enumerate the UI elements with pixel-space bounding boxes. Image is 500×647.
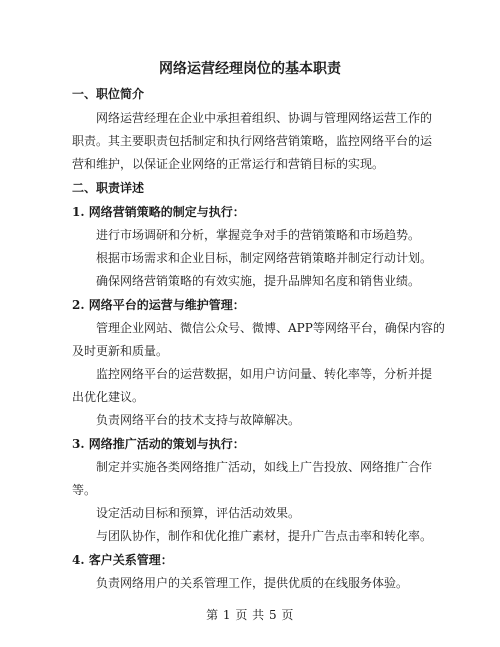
paragraph-line: 等。	[72, 483, 97, 497]
paragraph-line: 根据市场需求和企业目标，制定网络营销策略并制定行动计划。	[96, 251, 433, 265]
paragraph-line: 出优化建议。	[72, 390, 145, 404]
document-title: 网络运营经理岗位的基本职责	[159, 61, 341, 77]
paragraph-line: 确保网络营销策略的有效实施，提升品牌知名度和销售业绩。	[96, 274, 421, 288]
paragraph-line: 制定并实施各类网络推广活动，如线上广告投放、网络推广合作	[96, 460, 433, 474]
paragraph-line: 管理企业网站、微信公众号、微博、APP等网络平台，确保内容的	[96, 321, 445, 335]
paragraph-line: 监控网络平台的运营数据，如用户访问量、转化率等，分析并提	[96, 367, 433, 381]
section-heading-overview: 一、职位简介	[72, 87, 145, 101]
paragraph-line: 与团队协作，制作和优化推广素材，提升广告点击率和转化率。	[96, 529, 433, 543]
paragraph-line: 营和维护，以保证企业网络的正常运行和营销目标的实现。	[72, 157, 385, 171]
paragraph-line: 负责网络用户的关系管理工作，提供优质的在线服务体验。	[96, 576, 409, 590]
paragraph-line: 设定活动目标和预算，评估活动效果。	[96, 506, 301, 520]
paragraph-line: 及时更新和质量。	[72, 344, 169, 358]
paragraph-line: 职责。其主要职责包括制定和执行网络营销策略，监控网络平台的运	[72, 134, 433, 148]
section-heading-duties: 二、职责详述	[72, 181, 145, 195]
item-heading-promotion: 3. 网络推广活动的策划与执行：	[72, 437, 245, 451]
page-number: 第 1 页 共 5 页	[206, 608, 294, 622]
paragraph-line: 进行市场调研和分析，掌握竞争对手的营销策略和市场趋势。	[96, 228, 421, 242]
paragraph-line: 网络运营经理在企业中承担着组织、协调与管理网络运营工作的	[96, 111, 433, 125]
paragraph-line: 负责网络平台的技术支持与故障解决。	[96, 413, 301, 427]
item-heading-strategy: 1. 网络营销策略的制定与执行：	[72, 205, 245, 219]
item-heading-crm: 4. 客户关系管理：	[72, 553, 173, 567]
item-heading-platform: 2. 网络平台的运营与维护管理：	[72, 298, 245, 312]
